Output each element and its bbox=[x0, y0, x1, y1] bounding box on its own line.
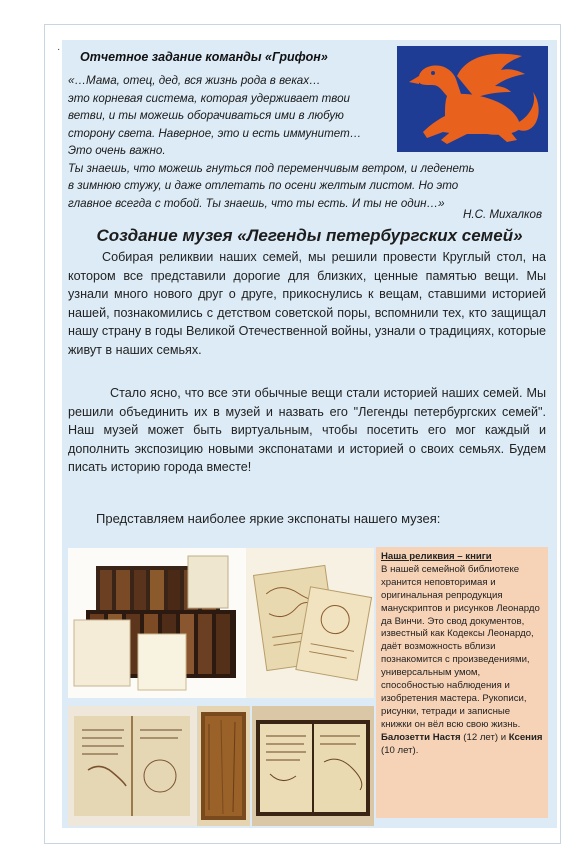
caption-text: В нашей семейной библиотеке хранится неповторимая и оригинальная репродукция манускриптов и рисунков Леонардо да Винчи. Это свод документов, известный как Кодексы Леонардо, даёт возможность вблизи познакомится с произведениями, универсальным умом, способностью наблюдения и изобретения мастера. Рукописи, рисунки, тетради и записные книжки он вёл всю свою жизнь. bbox=[381, 563, 540, 730]
griffin-emblem bbox=[397, 46, 548, 152]
epigraph-author: Н.С. Михалков bbox=[462, 208, 542, 221]
exhibits-intro: Представляем наиболее яркие экспонаты нашего музея: bbox=[96, 511, 441, 526]
bullet-mark: · bbox=[57, 44, 61, 55]
epigraph-text: «…Мама, отец, дед, вся жизнь рода в веках… это корневая система, которая удерживает твои ветви, и ты можешь оборачиваться ими в любую сторону света. Наверное, это и есть иммунитет… Это очень важно. Ты знаешь, что можешь гнуться под переменчивым ветром, и леденеть в зимнюю стужу, и даже отлетать по осени желтым листом. Но это главное всегда с тобой. Ты знаешь, что ты есть. И ты не один…» bbox=[68, 74, 475, 210]
books-stack-photo bbox=[68, 548, 246, 698]
epigraph-heading: Отчетное задание команды «Грифон» bbox=[80, 50, 328, 64]
article-title: Создание музея «Легенды петербургских семей» bbox=[96, 226, 523, 245]
paragraph-2-text: Стало ясно, что все эти обычные вещи стали историей наших семей. Мы решили объединить их в музей и назвать его "Легенды петербургских семей". Наш музей может быть виртуальным, чтобы посетить его мог каждый и дополнить экспозицию новыми экспонатами и историей о своих семьях. Будем писать историю города вместе! bbox=[68, 386, 546, 475]
paragraph-1-text: Собирая реликвии наших семей, мы решили провести Круглый стол, на котором все представили дорогие для близких, ценные памятью вещи. Мы узнали много нового друг о друге, прикоснулись к вещам, ставшими историей нашей, познакомились с детством советской поры, вспомнили тех, кто защищал нашу страну в годы Великой Отечественной войны, узнали о традициях, которые живут в наших семьях. bbox=[68, 250, 546, 357]
codex-sheets-photo bbox=[246, 548, 374, 698]
caption-authors bbox=[381, 732, 543, 758]
caption-title: Наша реликвия – книги bbox=[381, 551, 492, 562]
caption-author-1-age: (12 лет) и bbox=[460, 731, 507, 743]
caption-author-1: Балозетти Настя bbox=[381, 731, 461, 743]
article-paragraph-1 bbox=[68, 248, 546, 360]
open-notebook-photo bbox=[252, 706, 374, 826]
article-paragraph-2 bbox=[68, 384, 546, 477]
caption-author-2-age: (10 лет). bbox=[381, 744, 419, 756]
caption-author-2: Ксения bbox=[508, 731, 543, 743]
exhibit-caption bbox=[376, 547, 548, 818]
wooden-cover-photo bbox=[197, 706, 250, 826]
manuscript-folio-photo bbox=[68, 706, 196, 826]
griffin-icon bbox=[397, 46, 548, 152]
